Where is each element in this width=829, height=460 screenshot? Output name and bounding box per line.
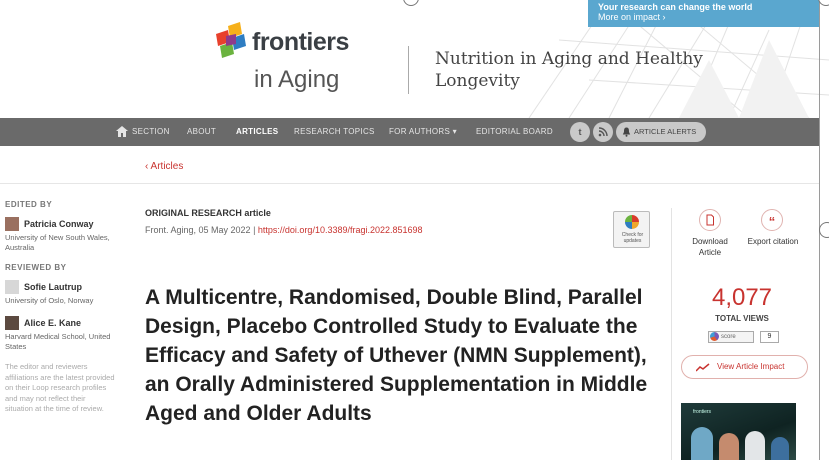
nav-research-topics[interactable]: RESEARCH TOPICS <box>294 127 375 136</box>
download-icon[interactable] <box>699 209 721 231</box>
twitter-icon[interactable]: t <box>570 122 590 142</box>
avatar <box>5 316 19 330</box>
line-chart-icon <box>696 363 710 372</box>
total-views-label: TOTAL VIEWS <box>715 314 769 323</box>
breadcrumb-articles[interactable]: ‹ Articles <box>145 161 184 172</box>
article-alerts-button[interactable] <box>616 122 706 142</box>
affiliation-note: The editor and reviewers affiliations are the latest provided on their Loop research profiles and may not reflect their situation at the time of review. <box>5 362 115 413</box>
export-citation-button[interactable]: Export citation <box>747 237 799 246</box>
view-article-impact-label: View Article Impact <box>717 362 785 371</box>
quote-icon[interactable] <box>761 209 783 231</box>
view-article-impact-button[interactable] <box>681 355 808 379</box>
promo-banner[interactable] <box>588 0 819 27</box>
doi-link[interactable]: https://doi.org/10.3389/fragi.2022.851698 <box>257 225 423 235</box>
pdf-file-icon <box>700 210 720 230</box>
nav-articles[interactable]: ARTICLES <box>236 127 279 136</box>
avatar <box>5 217 19 231</box>
altmetric-label: score <box>721 334 736 341</box>
article-journal-date: Front. Aging, 05 May 2022 | <box>145 225 258 235</box>
reviewer-name-text: Sofie Lautrup <box>24 282 82 292</box>
resize-handle[interactable] <box>819 222 829 238</box>
frontiers-logo[interactable] <box>214 22 374 94</box>
promo-image-label: frontiers <box>693 409 712 415</box>
quote-glyph: “ <box>768 214 776 229</box>
promo-person <box>719 433 739 460</box>
home-icon[interactable] <box>116 126 128 137</box>
promo-image[interactable] <box>681 403 796 460</box>
reviewer-affiliation: Harvard Medical School, United States <box>5 332 111 351</box>
reviewer-affiliation: University of Oslo, Norway <box>5 296 94 305</box>
promo-person <box>745 431 765 460</box>
check-for-updates-label: Check for updates <box>621 232 644 244</box>
section-title[interactable]: Nutrition in Aging and Healthy Longevity <box>435 49 703 91</box>
nav-for-authors[interactable]: FOR AUTHORS ▾ <box>389 127 457 136</box>
promo-person <box>771 437 789 460</box>
altmetric-badge[interactable] <box>708 331 754 343</box>
brand-name: frontiers <box>252 28 349 56</box>
bell-icon <box>622 127 631 137</box>
reviewed-by-heading: REVIEWED BY <box>5 263 67 272</box>
article-type: ORIGINAL RESEARCH article <box>145 208 271 218</box>
altmetric-score: 9 <box>760 331 779 343</box>
editor-name-text: Patricia Conway <box>24 219 94 229</box>
total-views-count: 4,077 <box>711 284 773 311</box>
altmetric-donut-icon <box>710 332 719 341</box>
frontiers-logo-icon <box>214 22 248 60</box>
article-title: A Multicentre, Randomised, Double Blind, Parallel Design, Placebo Controlled Study to Evaluate the Efficacy and Safety of Uthever (NMN Supplement), an Orally Administered Supplementation in Middle Aged and Older Adults <box>145 286 648 425</box>
reviewer-name[interactable] <box>5 316 131 330</box>
check-for-updates-badge[interactable] <box>613 211 650 248</box>
header-divider <box>408 46 409 94</box>
edited-by-heading: EDITED BY <box>5 200 53 209</box>
column-divider <box>671 208 672 460</box>
nav-about[interactable]: ABOUT <box>187 127 217 136</box>
nav-editorial-board[interactable]: EDITORIAL BOARD <box>476 127 553 136</box>
article-meta <box>145 225 423 235</box>
main-nav <box>0 118 819 146</box>
journal-name: in Aging <box>254 66 340 93</box>
promo-link[interactable]: More on impact › <box>598 12 666 22</box>
crossmark-icon <box>625 215 639 229</box>
avatar-placeholder <box>5 280 19 294</box>
download-article-button[interactable]: Download Article <box>692 237 728 257</box>
nav-section[interactable]: SECTION <box>132 127 170 136</box>
promo-headline: Your research can change the world <box>598 2 753 12</box>
divider <box>0 183 819 184</box>
article-alerts-label: ARTICLE ALERTS <box>634 127 697 136</box>
editor-name[interactable] <box>5 217 131 231</box>
rss-icon[interactable] <box>593 122 613 142</box>
promo-person <box>691 427 713 460</box>
reviewer-name-text: Alice E. Kane <box>24 318 82 328</box>
rss-glyph-icon <box>598 127 608 137</box>
editors-sidebar <box>5 200 131 415</box>
editor-affiliation: University of New South Wales, Australia <box>5 233 110 252</box>
reviewer-name[interactable] <box>5 280 131 294</box>
